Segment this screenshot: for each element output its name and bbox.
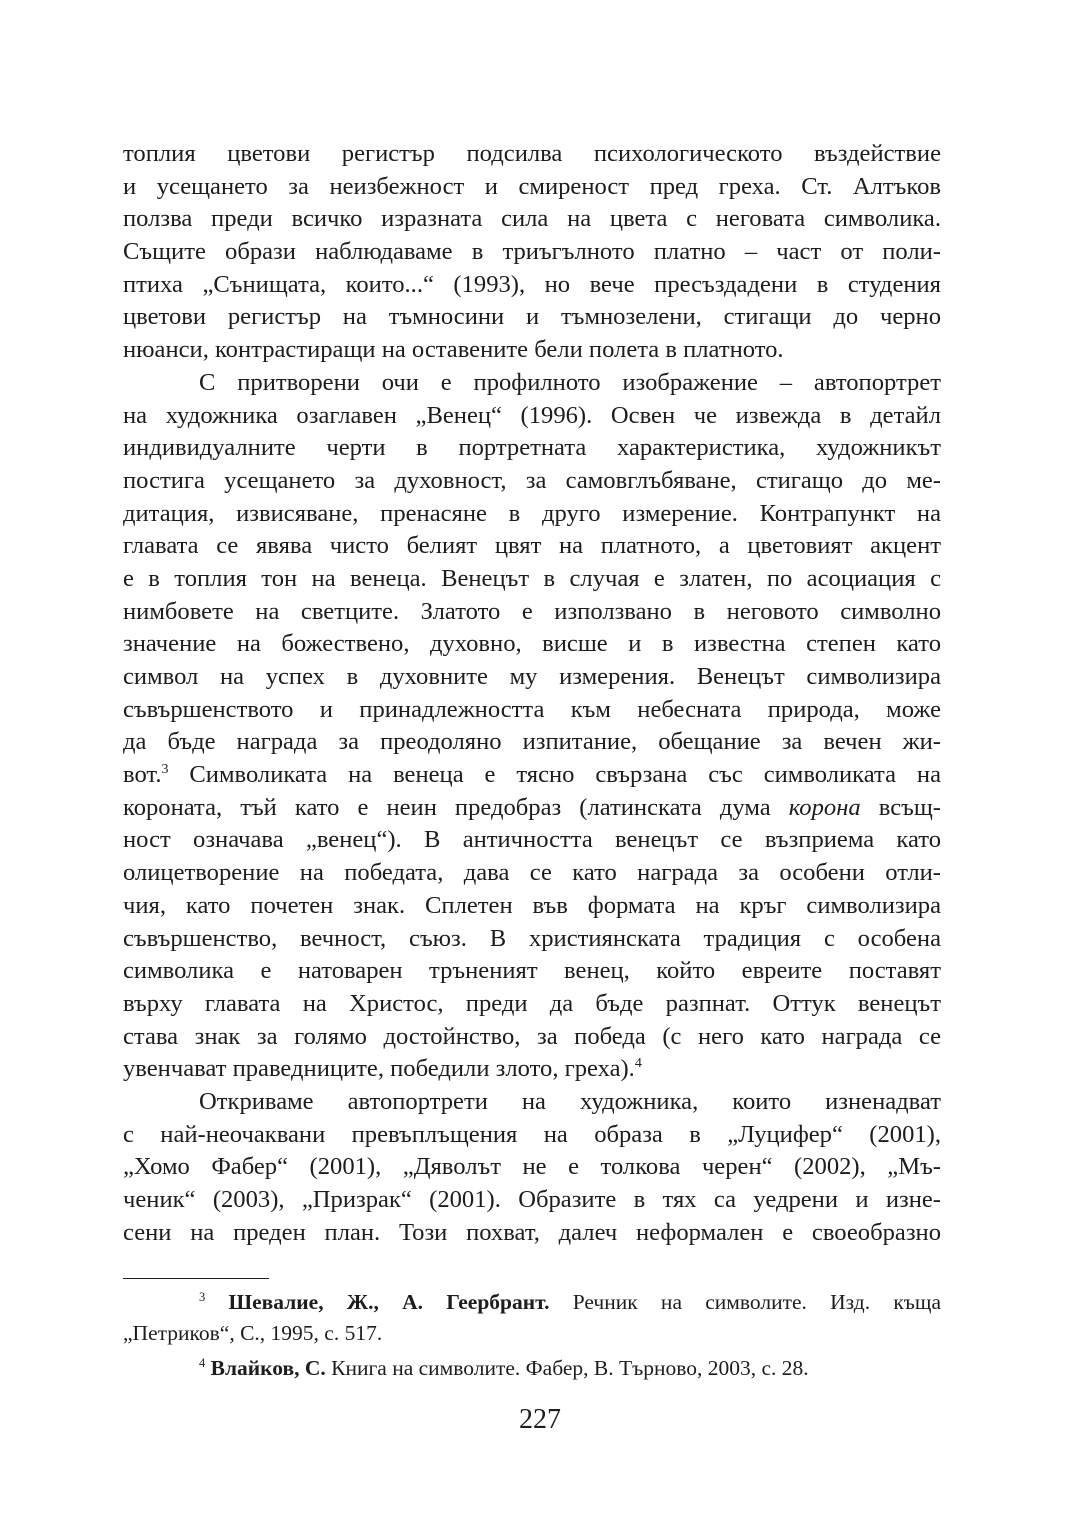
text-fragment: короната, тъй като е неин предобраз (латинската дума xyxy=(123,793,789,821)
page-number: 227 xyxy=(519,1404,561,1435)
footnote xyxy=(123,1353,941,1384)
text-line: и усещането за неизбежност и смиреност пред греха. Ст. Алтъков xyxy=(123,172,941,200)
text-line: „Хомо Фабер“ (2001), „Дяволът не е толкова черен“ (2002), „Мъ- xyxy=(123,1153,941,1181)
footnote-ref: 4 xyxy=(634,1056,642,1072)
footnotes xyxy=(123,1287,941,1384)
text-line: символ на успех в духовните му измерения. Венецът символизира xyxy=(123,663,941,690)
text-line: олицетворение на победата, дава се като награда за особени отли- xyxy=(123,859,941,887)
text-line: сени на преден план. Този похват, далеч неформален е своеобразно xyxy=(123,1218,941,1246)
text-line: дитация, извисяване, пренасяне в друго измерение. Контрапункт на xyxy=(123,499,941,527)
text-line: съвършенството и принадлежността към небесната природа, може xyxy=(123,695,941,723)
text-line: птиха „Сънищата, които...“ (1993), но вече пресъздадени в студения xyxy=(123,270,941,298)
text-line xyxy=(123,792,941,825)
italic-term: корона xyxy=(788,793,861,821)
text-line: на художника озаглавен „Венец“ (1996). Освен че извежда в детайл xyxy=(123,401,941,429)
text-line: постига усещането за духовност, за самовглъбяване, стигащо до ме- xyxy=(123,466,941,494)
footnote xyxy=(123,1287,941,1318)
text-line: с най-неочаквани превъплъщения на образа в „Луцифер“ (2001), xyxy=(123,1120,941,1148)
footnote-separator xyxy=(123,1278,269,1279)
text-line: съвършенство, вечност, съюз. В християнската традиция с особена xyxy=(123,924,941,952)
footnote-ref: 3 xyxy=(161,762,169,778)
footnote-number: 3 xyxy=(199,1290,206,1304)
text-line: Откриваме автопортрети на художника, които изненадват xyxy=(199,1087,941,1115)
text-line: да бъде награда за преодоляно изпитание, обещание за вечен жи- xyxy=(123,728,941,756)
text-line: ност означава „венец“). В античността венецът се възприема като xyxy=(123,826,941,854)
text-line: върху главата на Христос, преди да бъде разпнат. Оттук венецът xyxy=(123,989,941,1017)
footnote-text: Книга на символите. Фабер, В. Търново, 2003, с. 28. xyxy=(325,1356,809,1380)
body-text xyxy=(123,138,941,1249)
text-line: индивидуалните черти в портретната характеристика, художникът xyxy=(123,434,941,462)
text-fragment: Символиката на венеца е тясно свързана със символиката на xyxy=(168,761,941,789)
body-lines xyxy=(123,138,941,1249)
text-line: нюанси, контрастиращи на оставените бели полета в платното. xyxy=(123,336,784,364)
text-line: топлия цветови регистър подсилва психологическото въздействие xyxy=(123,140,941,167)
text-line: Същите образи наблюдаваме в триъгълното платно – част от поли- xyxy=(123,238,941,266)
text-line: значение на божествено, духовно, висше и в известна степен като xyxy=(123,630,941,658)
text-line: става знак за голямо достойнство, за победа (с него като награда се xyxy=(123,1022,941,1050)
footnote-text: Речник на символите. Изд. къща xyxy=(549,1290,942,1314)
footnote-author: Шевалие, Ж., А. Геербрант. xyxy=(228,1290,550,1314)
text-line: ползва преди всичко изразната сила на цвета с неговата символика. xyxy=(123,205,941,233)
text-fragment: увенчават праведниците, победили злото, греха). xyxy=(123,1055,635,1083)
text-line: ченик“ (2003), „Призрак“ (2001). Образите в тях са уедрени и изне- xyxy=(123,1186,941,1213)
text-fragment: вот. xyxy=(123,761,162,789)
text-line xyxy=(123,1053,941,1086)
footnote-author: Влайков, С. xyxy=(210,1356,326,1380)
text-line: чия, като почетен знак. Сплетен във формата на кръг символизира xyxy=(123,891,941,919)
text-fragment: всъщ- xyxy=(860,793,941,821)
text-line: символика е натоварен трънeният венец, който евреите поставят xyxy=(123,957,941,985)
footnote-continuation: „Петриков“, С., 1995, с. 517. xyxy=(123,1321,383,1345)
footnote-number: 4 xyxy=(199,1356,206,1370)
text-line: е в топлия тон на венеца. Венецът в случая е златен, по асоциация с xyxy=(123,564,941,592)
text-line: С притворени очи е профилното изображение – автопортрет xyxy=(199,368,941,396)
text-line xyxy=(123,759,941,792)
text-line: цветови регистър на тъмносини и тъмнозелени, стигащи до черно xyxy=(123,303,941,331)
text-line: главата се явява чисто белият цвят на платното, а цветовият акцент xyxy=(123,532,941,560)
text-line: нимбовете на светците. Златото е използвано в неговото символно xyxy=(123,597,941,625)
